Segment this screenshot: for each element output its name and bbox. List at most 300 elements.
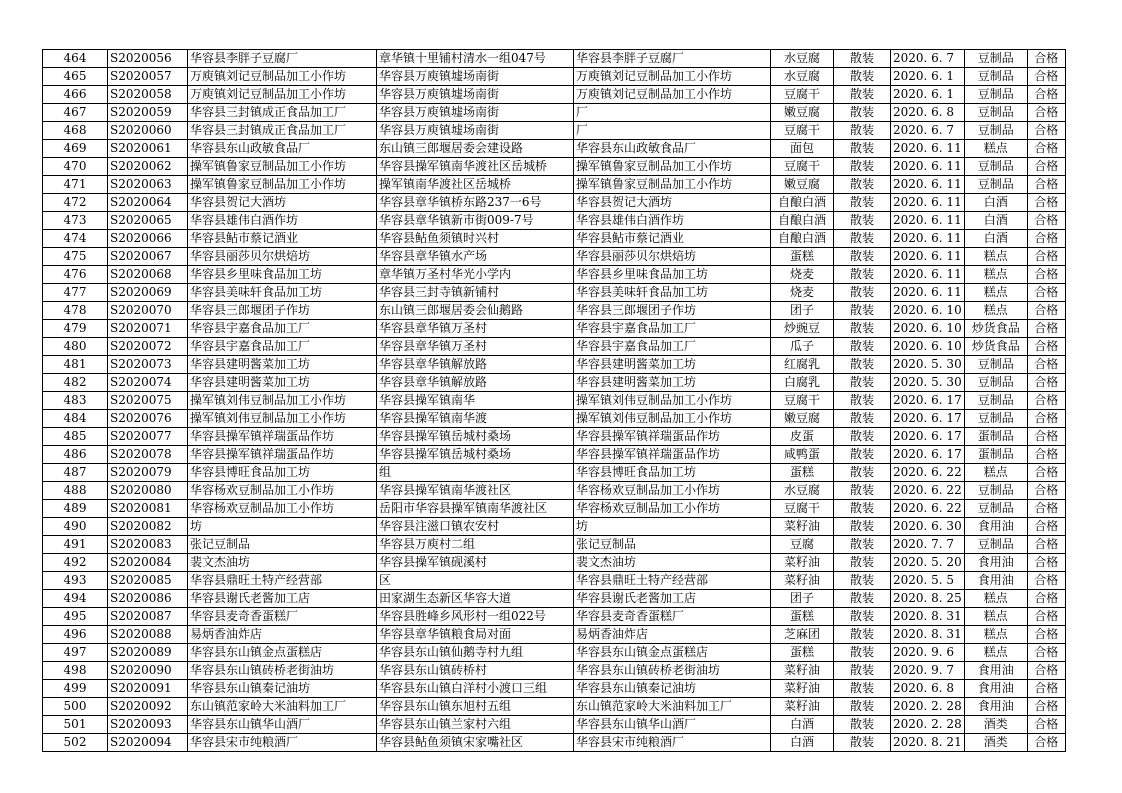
food-category-cell: 豆制品	[964, 536, 1027, 554]
sample-code-cell: S2020062	[108, 158, 188, 176]
production-date-cell: 2020. 2. 28	[891, 698, 965, 716]
production-date-cell: 2020. 5. 20	[891, 554, 965, 572]
manufacturer-cell: 华容县雄伟白酒作坊	[574, 212, 771, 230]
sample-code-cell: S2020086	[108, 590, 188, 608]
inspected-unit-cell: 坊	[188, 518, 377, 536]
sample-code-cell: S2020061	[108, 140, 188, 158]
packaging-cell: 散装	[834, 302, 891, 320]
packaging-cell: 散装	[834, 104, 891, 122]
packaging-cell: 散装	[834, 392, 891, 410]
food-category-cell: 食用油	[964, 554, 1027, 572]
result-cell: 合格	[1027, 590, 1065, 608]
inspected-unit-cell: 华容县操军镇祥瑞蛋品作坊	[188, 446, 377, 464]
inspected-unit-cell: 华容县美味轩食品加工坊	[188, 284, 377, 302]
sample-name-cell: 水豆腐	[771, 482, 834, 500]
sample-name-cell: 蛋糕	[771, 644, 834, 662]
table-row	[43, 698, 1066, 716]
sample-code-cell: S2020072	[108, 338, 188, 356]
inspected-unit-cell: 华容县三封镇成正食品加工厂	[188, 122, 377, 140]
table-row	[43, 122, 1066, 140]
inspected-unit-cell: 万庾镇刘记豆制品加工小作坊	[188, 86, 377, 104]
result-cell: 合格	[1027, 446, 1065, 464]
packaging-cell: 散装	[834, 446, 891, 464]
manufacturer-cell: 华容县鼎旺土特产经营部	[574, 572, 771, 590]
food-category-cell: 豆制品	[964, 50, 1027, 68]
food-category-cell: 糕点	[964, 266, 1027, 284]
manufacturer-cell: 操军镇刘伟豆制品加工小作坊	[574, 392, 771, 410]
unit-address-cell: 华容县章华镇新市街009-7号	[377, 212, 574, 230]
production-date-cell: 2020. 6. 11	[891, 140, 965, 158]
food-category-cell: 食用油	[964, 572, 1027, 590]
result-cell: 合格	[1027, 662, 1065, 680]
production-date-cell: 2020. 8. 31	[891, 626, 965, 644]
packaging-cell: 散装	[834, 86, 891, 104]
table-row	[43, 176, 1066, 194]
sample-name-cell: 菜籽油	[771, 518, 834, 536]
production-date-cell: 2020. 6. 11	[891, 194, 965, 212]
table-row	[43, 734, 1066, 752]
manufacturer-cell: 万庾镇刘记豆制品加工小作坊	[574, 86, 771, 104]
unit-address-cell: 华容县万庾镇墟场南街	[377, 68, 574, 86]
unit-address-cell: 华容县万庾镇墟场南街	[377, 122, 574, 140]
table-row	[43, 662, 1066, 680]
table-row	[43, 104, 1066, 122]
sample-code-cell: S2020070	[108, 302, 188, 320]
unit-address-cell: 东山镇三郎堰居委会建设路	[377, 140, 574, 158]
sample-code-cell: S2020080	[108, 482, 188, 500]
unit-address-cell: 华容县操军镇岳城村桑场	[377, 446, 574, 464]
table-body	[43, 50, 1066, 752]
inspected-unit-cell: 华容县东山政敏食品厂	[188, 140, 377, 158]
packaging-cell: 散装	[834, 500, 891, 518]
unit-address-cell: 田家湖生态新区华容大道	[377, 590, 574, 608]
sample-name-cell: 嫩豆腐	[771, 410, 834, 428]
serial-number-cell: 492	[43, 554, 108, 572]
packaging-cell: 散装	[834, 572, 891, 590]
inspected-unit-cell: 裴文杰油坊	[188, 554, 377, 572]
table-row	[43, 266, 1066, 284]
result-cell: 合格	[1027, 158, 1065, 176]
manufacturer-cell: 华容县东山镇砖桥老街油坊	[574, 662, 771, 680]
result-cell: 合格	[1027, 644, 1065, 662]
manufacturer-cell: 华容杨欢豆制品加工小作坊	[574, 482, 771, 500]
table-row	[43, 140, 1066, 158]
serial-number-cell: 496	[43, 626, 108, 644]
food-category-cell: 豆制品	[964, 176, 1027, 194]
unit-address-cell: 华容县章华镇万圣村	[377, 338, 574, 356]
inspected-unit-cell: 华容县东山镇砖桥老街油坊	[188, 662, 377, 680]
production-date-cell: 2020. 7. 7	[891, 536, 965, 554]
result-cell: 合格	[1027, 608, 1065, 626]
inspected-unit-cell: 华容县建明酱菜加工坊	[188, 356, 377, 374]
sample-name-cell: 豆腐干	[771, 122, 834, 140]
inspected-unit-cell: 华容县宇嘉食品加工厂	[188, 338, 377, 356]
sample-name-cell: 水豆腐	[771, 68, 834, 86]
food-category-cell: 糕点	[964, 644, 1027, 662]
table-row	[43, 86, 1066, 104]
serial-number-cell: 473	[43, 212, 108, 230]
sample-name-cell: 豆腐干	[771, 500, 834, 518]
result-cell: 合格	[1027, 248, 1065, 266]
table-row	[43, 284, 1066, 302]
packaging-cell: 散装	[834, 248, 891, 266]
packaging-cell: 散装	[834, 140, 891, 158]
serial-number-cell: 487	[43, 464, 108, 482]
manufacturer-cell: 裴文杰油坊	[574, 554, 771, 572]
serial-number-cell: 495	[43, 608, 108, 626]
inspected-unit-cell: 操军镇鲁家豆制品加工小作坊	[188, 158, 377, 176]
manufacturer-cell: 华容县鲇市蔡记酒业	[574, 230, 771, 248]
packaging-cell: 散装	[834, 68, 891, 86]
production-date-cell: 2020. 6. 11	[891, 158, 965, 176]
sample-code-cell: S2020089	[108, 644, 188, 662]
food-category-cell: 豆制品	[964, 500, 1027, 518]
table-row	[43, 194, 1066, 212]
inspected-unit-cell: 操军镇刘伟豆制品加工小作坊	[188, 410, 377, 428]
manufacturer-cell: 华容县麦奇香蛋糕厂	[574, 608, 771, 626]
manufacturer-cell: 华容县乡里味食品加工坊	[574, 266, 771, 284]
packaging-cell: 散装	[834, 212, 891, 230]
result-cell: 合格	[1027, 500, 1065, 518]
serial-number-cell: 493	[43, 572, 108, 590]
sample-name-cell: 面包	[771, 140, 834, 158]
food-category-cell: 糕点	[964, 464, 1027, 482]
production-date-cell: 2020. 9. 6	[891, 644, 965, 662]
manufacturer-cell: 操军镇刘伟豆制品加工小作坊	[574, 410, 771, 428]
packaging-cell: 散装	[834, 626, 891, 644]
inspected-unit-cell: 东山镇范家岭大米油料加工厂	[188, 698, 377, 716]
table-row	[43, 626, 1066, 644]
serial-number-cell: 468	[43, 122, 108, 140]
serial-number-cell: 500	[43, 698, 108, 716]
result-cell: 合格	[1027, 176, 1065, 194]
manufacturer-cell: 华容县操军镇祥瑞蛋品作坊	[574, 428, 771, 446]
sample-name-cell: 咸鸭蛋	[771, 446, 834, 464]
production-date-cell: 2020. 6. 17	[891, 428, 965, 446]
serial-number-cell: 479	[43, 320, 108, 338]
packaging-cell: 散装	[834, 410, 891, 428]
sample-code-cell: S2020073	[108, 356, 188, 374]
serial-number-cell: 470	[43, 158, 108, 176]
unit-address-cell: 华容县鲇鱼须镇宋家嘴社区	[377, 734, 574, 752]
sample-code-cell: S2020067	[108, 248, 188, 266]
food-category-cell: 糕点	[964, 140, 1027, 158]
sample-code-cell: S2020063	[108, 176, 188, 194]
unit-address-cell: 东山镇三郎堰居委会仙鹅路	[377, 302, 574, 320]
unit-address-cell: 华容县胜峰乡风形村一组022号	[377, 608, 574, 626]
manufacturer-cell: 华容县宇嘉食品加工厂	[574, 338, 771, 356]
production-date-cell: 2020. 6. 11	[891, 266, 965, 284]
sample-name-cell: 白酒	[771, 716, 834, 734]
manufacturer-cell: 厂	[574, 104, 771, 122]
inspected-unit-cell: 华容县建明酱菜加工坊	[188, 374, 377, 392]
manufacturer-cell: 厂	[574, 122, 771, 140]
manufacturer-cell: 东山镇范家岭大米油料加工厂	[574, 698, 771, 716]
food-category-cell: 糕点	[964, 590, 1027, 608]
result-cell: 合格	[1027, 140, 1065, 158]
unit-address-cell: 华容县万庾镇墟场南街	[377, 86, 574, 104]
food-category-cell: 豆制品	[964, 374, 1027, 392]
sample-code-cell: S2020082	[108, 518, 188, 536]
sample-name-cell: 芝麻团	[771, 626, 834, 644]
inspected-unit-cell: 易炳香油炸店	[188, 626, 377, 644]
food-category-cell: 豆制品	[964, 158, 1027, 176]
sample-code-cell: S2020074	[108, 374, 188, 392]
production-date-cell: 2020. 6. 11	[891, 212, 965, 230]
production-date-cell: 2020. 6. 10	[891, 338, 965, 356]
sample-code-cell: S2020090	[108, 662, 188, 680]
sample-code-cell: S2020085	[108, 572, 188, 590]
table-row	[43, 428, 1066, 446]
sample-code-cell: S2020065	[108, 212, 188, 230]
sample-name-cell: 团子	[771, 302, 834, 320]
result-cell: 合格	[1027, 68, 1065, 86]
unit-address-cell: 华容县操军镇南华	[377, 392, 574, 410]
unit-address-cell: 华容县操军镇南华渡社区	[377, 482, 574, 500]
production-date-cell: 2020. 5. 30	[891, 356, 965, 374]
food-category-cell: 糕点	[964, 608, 1027, 626]
serial-number-cell: 485	[43, 428, 108, 446]
food-category-cell: 糕点	[964, 626, 1027, 644]
sample-name-cell: 蛋糕	[771, 464, 834, 482]
packaging-cell: 散装	[834, 482, 891, 500]
table-row	[43, 248, 1066, 266]
manufacturer-cell: 华容县操军镇祥瑞蛋品作坊	[574, 446, 771, 464]
food-category-cell: 糕点	[964, 284, 1027, 302]
serial-number-cell: 471	[43, 176, 108, 194]
sample-name-cell: 白腐乳	[771, 374, 834, 392]
food-category-cell: 酒类	[964, 716, 1027, 734]
sample-name-cell: 红腐乳	[771, 356, 834, 374]
food-category-cell: 豆制品	[964, 356, 1027, 374]
food-category-cell: 食用油	[964, 662, 1027, 680]
manufacturer-cell: 张记豆制品	[574, 536, 771, 554]
sample-name-cell: 白酒	[771, 734, 834, 752]
sample-code-cell: S2020060	[108, 122, 188, 140]
unit-address-cell: 华容县操军镇南华渡	[377, 410, 574, 428]
manufacturer-cell: 华容县东山政敏食品厂	[574, 140, 771, 158]
packaging-cell: 散装	[834, 50, 891, 68]
sample-name-cell: 烧麦	[771, 284, 834, 302]
unit-address-cell: 华容县万庾村二组	[377, 536, 574, 554]
serial-number-cell: 489	[43, 500, 108, 518]
packaging-cell: 散装	[834, 662, 891, 680]
result-cell: 合格	[1027, 626, 1065, 644]
unit-address-cell: 华容县章华镇解放路	[377, 356, 574, 374]
table-row	[43, 608, 1066, 626]
manufacturer-cell: 华容县宇嘉食品加工厂	[574, 320, 771, 338]
inspected-unit-cell: 华容县雄伟白酒作坊	[188, 212, 377, 230]
production-date-cell: 2020. 6. 11	[891, 248, 965, 266]
packaging-cell: 散装	[834, 464, 891, 482]
table-row	[43, 464, 1066, 482]
sample-code-cell: S2020087	[108, 608, 188, 626]
inspected-unit-cell: 操军镇鲁家豆制品加工小作坊	[188, 176, 377, 194]
result-cell: 合格	[1027, 392, 1065, 410]
manufacturer-cell: 操军镇鲁家豆制品加工小作坊	[574, 158, 771, 176]
manufacturer-cell: 华容县谢氏老酱加工店	[574, 590, 771, 608]
sample-name-cell: 烧麦	[771, 266, 834, 284]
serial-number-cell: 477	[43, 284, 108, 302]
unit-address-cell: 华容县章华镇桥东路237一6号	[377, 194, 574, 212]
production-date-cell: 2020. 6. 8	[891, 680, 965, 698]
unit-address-cell: 组	[377, 464, 574, 482]
sample-code-cell: S2020093	[108, 716, 188, 734]
packaging-cell: 散装	[834, 374, 891, 392]
inspected-unit-cell: 华容县三封镇成正食品加工厂	[188, 104, 377, 122]
table-row	[43, 644, 1066, 662]
inspected-unit-cell: 华容县丽莎贝尔烘焙坊	[188, 248, 377, 266]
inspected-unit-cell: 华容县东山镇秦记油坊	[188, 680, 377, 698]
sample-code-cell: S2020066	[108, 230, 188, 248]
result-cell: 合格	[1027, 302, 1065, 320]
result-cell: 合格	[1027, 680, 1065, 698]
result-cell: 合格	[1027, 734, 1065, 752]
inspected-unit-cell: 华容县贺记大酒坊	[188, 194, 377, 212]
unit-address-cell: 华容县操军镇南华渡社区岳城桥	[377, 158, 574, 176]
sample-code-cell: S2020088	[108, 626, 188, 644]
packaging-cell: 散装	[834, 320, 891, 338]
food-category-cell: 豆制品	[964, 122, 1027, 140]
sample-name-cell: 蛋糕	[771, 608, 834, 626]
manufacturer-cell: 华容县建明酱菜加工坊	[574, 356, 771, 374]
serial-number-cell: 484	[43, 410, 108, 428]
manufacturer-cell: 华容县美味轩食品加工坊	[574, 284, 771, 302]
food-category-cell: 蛋制品	[964, 428, 1027, 446]
table-row	[43, 482, 1066, 500]
sample-code-cell: S2020069	[108, 284, 188, 302]
result-cell: 合格	[1027, 50, 1065, 68]
production-date-cell: 2020. 6. 7	[891, 50, 965, 68]
food-category-cell: 白酒	[964, 230, 1027, 248]
packaging-cell: 散装	[834, 266, 891, 284]
packaging-cell: 散装	[834, 680, 891, 698]
result-cell: 合格	[1027, 212, 1065, 230]
sample-code-cell: S2020059	[108, 104, 188, 122]
unit-address-cell: 华容县章华镇万圣村	[377, 320, 574, 338]
production-date-cell: 2020. 6. 1	[891, 68, 965, 86]
sample-code-cell: S2020077	[108, 428, 188, 446]
table-row	[43, 212, 1066, 230]
serial-number-cell: 491	[43, 536, 108, 554]
result-cell: 合格	[1027, 374, 1065, 392]
packaging-cell: 散装	[834, 338, 891, 356]
production-date-cell: 2020. 6. 22	[891, 464, 965, 482]
food-category-cell: 炒货食品	[964, 338, 1027, 356]
serial-number-cell: 476	[43, 266, 108, 284]
serial-number-cell: 464	[43, 50, 108, 68]
packaging-cell: 散装	[834, 230, 891, 248]
serial-number-cell: 474	[43, 230, 108, 248]
food-category-cell: 豆制品	[964, 68, 1027, 86]
result-cell: 合格	[1027, 122, 1065, 140]
table-row	[43, 356, 1066, 374]
inspected-unit-cell: 华容县谢氏老酱加工店	[188, 590, 377, 608]
sample-name-cell: 嫩豆腐	[771, 104, 834, 122]
inspected-unit-cell: 华容县宇嘉食品加工厂	[188, 320, 377, 338]
unit-address-cell: 华容县鲇鱼须镇时兴村	[377, 230, 574, 248]
unit-address-cell: 岳阳市华容县操军镇南华渡社区	[377, 500, 574, 518]
packaging-cell: 散装	[834, 608, 891, 626]
serial-number-cell: 481	[43, 356, 108, 374]
unit-address-cell: 章华镇万圣村华光小学内	[377, 266, 574, 284]
manufacturer-cell: 华容县东山镇华山酒厂	[574, 716, 771, 734]
food-category-cell: 食用油	[964, 518, 1027, 536]
production-date-cell: 2020. 6. 17	[891, 392, 965, 410]
food-category-cell: 糕点	[964, 248, 1027, 266]
manufacturer-cell: 华容县贺记大酒坊	[574, 194, 771, 212]
table-row	[43, 158, 1066, 176]
sample-code-cell: S2020071	[108, 320, 188, 338]
inspected-unit-cell: 张记豆制品	[188, 536, 377, 554]
unit-address-cell: 操军镇南华渡社区岳城桥	[377, 176, 574, 194]
sample-name-cell: 嫩豆腐	[771, 176, 834, 194]
unit-address-cell: 华容县章华镇解放路	[377, 374, 574, 392]
manufacturer-cell: 坊	[574, 518, 771, 536]
table-row	[43, 68, 1066, 86]
inspected-unit-cell: 华容县宋市纯粮酒厂	[188, 734, 377, 752]
inspected-unit-cell: 华容县博旺食品加工坊	[188, 464, 377, 482]
food-category-cell: 豆制品	[964, 104, 1027, 122]
sample-code-cell: S2020068	[108, 266, 188, 284]
sample-name-cell: 菜籽油	[771, 572, 834, 590]
unit-address-cell: 华容县东山镇兰家村六组	[377, 716, 574, 734]
packaging-cell: 散装	[834, 284, 891, 302]
inspected-unit-cell: 华容县操军镇祥瑞蛋品作坊	[188, 428, 377, 446]
food-category-cell: 白酒	[964, 194, 1027, 212]
result-cell: 合格	[1027, 104, 1065, 122]
production-date-cell: 2020. 8. 21	[891, 734, 965, 752]
sample-code-cell: S2020084	[108, 554, 188, 572]
sample-name-cell: 自酿白酒	[771, 212, 834, 230]
manufacturer-cell: 华容县博旺食品加工坊	[574, 464, 771, 482]
table-row	[43, 554, 1066, 572]
serial-number-cell: 469	[43, 140, 108, 158]
production-date-cell: 2020. 6. 11	[891, 284, 965, 302]
inspection-results-table	[42, 49, 1066, 752]
inspected-unit-cell: 华容县李胖子豆腐厂	[188, 50, 377, 68]
production-date-cell: 2020. 8. 25	[891, 590, 965, 608]
manufacturer-cell: 华容县建明酱菜加工坊	[574, 374, 771, 392]
packaging-cell: 散装	[834, 590, 891, 608]
food-category-cell: 酒类	[964, 734, 1027, 752]
manufacturer-cell: 易炳香油炸店	[574, 626, 771, 644]
manufacturer-cell: 万庾镇刘记豆制品加工小作坊	[574, 68, 771, 86]
food-category-cell: 豆制品	[964, 410, 1027, 428]
unit-address-cell: 章华镇十里铺村清水一组047号	[377, 50, 574, 68]
inspected-unit-cell: 操军镇刘伟豆制品加工小作坊	[188, 392, 377, 410]
manufacturer-cell: 华容县东山镇金点蛋糕店	[574, 644, 771, 662]
sample-name-cell: 蛋糕	[771, 248, 834, 266]
manufacturer-cell: 华容县丽莎贝尔烘焙坊	[574, 248, 771, 266]
serial-number-cell: 480	[43, 338, 108, 356]
production-date-cell: 2020. 6. 7	[891, 122, 965, 140]
serial-number-cell: 501	[43, 716, 108, 734]
packaging-cell: 散装	[834, 194, 891, 212]
production-date-cell: 2020. 6. 11	[891, 176, 965, 194]
production-date-cell: 2020. 6. 8	[891, 104, 965, 122]
sample-code-cell: S2020076	[108, 410, 188, 428]
serial-number-cell: 466	[43, 86, 108, 104]
inspected-unit-cell: 华容县东山镇金点蛋糕店	[188, 644, 377, 662]
production-date-cell: 2020. 6. 10	[891, 320, 965, 338]
sample-code-cell: S2020064	[108, 194, 188, 212]
production-date-cell: 2020. 6. 30	[891, 518, 965, 536]
sample-name-cell: 豆腐干	[771, 158, 834, 176]
table-row	[43, 320, 1066, 338]
packaging-cell: 散装	[834, 554, 891, 572]
result-cell: 合格	[1027, 266, 1065, 284]
